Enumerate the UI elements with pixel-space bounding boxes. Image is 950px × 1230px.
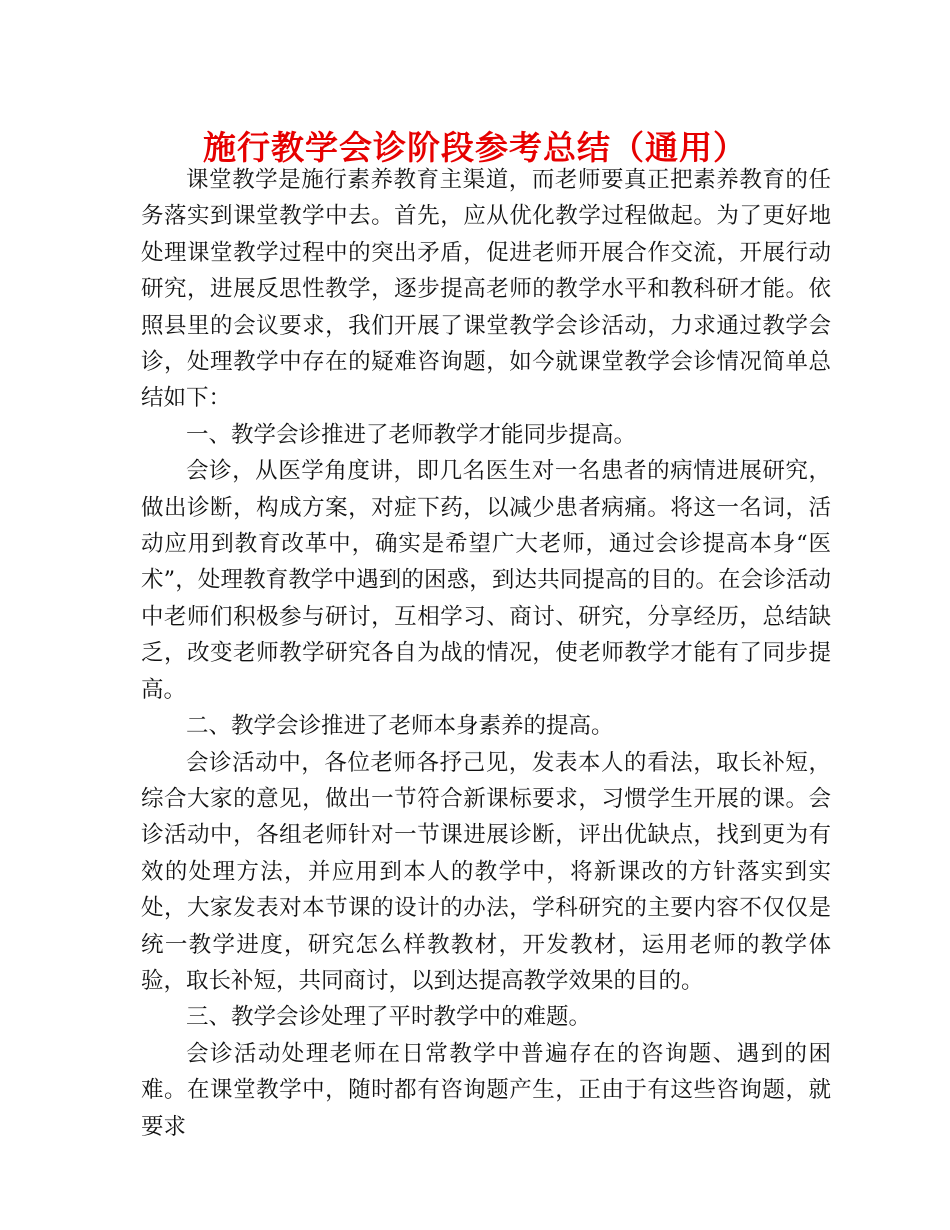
section-heading-3: 三、教学会诊处理了平时教学中的难题。: [186, 1004, 592, 1031]
section-paragraph-1: 会诊，从医学角度讲，即几名医生对一名患者的病情进展研究，做出诊断，构成方案，对症下药，以减少患者病痛。将这一名词，活动应用到教育改革中，确实是希望广大老师，通过会诊提高本身“医术”，处理教育教学中遇到的困惑，到达共同提高的目的。在会诊活动中老师们积极参与研讨，互相学习、商讨、研究，分享经历，总结缺乏，改变老师教学研究各自为战的情况，使老师教学才能有了同步提高。: [141, 458, 831, 703]
intro-paragraph: 课堂教学是施行素养教育主渠道，而老师要真正把素养教育的任务落实到课堂教学中去。首先，应从优化教学过程做起。为了更好地处理课堂教学过程中的突出矛盾，促进老师开展合作交流，开展行动研究，进展反思性教学，逐步提高老师的教学水平和教科研才能。依照县里的会议要求，我们开展了课堂教学会诊活动，力求通过教学会诊，处理教学中存在的疑难咨询题，如今就课堂教学会诊情况简单总结如下：: [141, 167, 831, 412]
section-paragraph-3: 会诊活动处理老师在日常教学中普遍存在的咨询题、遇到的困难。在课堂教学中，随时都有咨询题产生，正由于有这些咨询题，就要求: [141, 1040, 831, 1140]
section-paragraph-2: 会诊活动中，各位老师各抒己见，发表本人的看法，取长补短，综合大家的意见，做出一节符合新课标要求，习惯学生开展的课。会诊活动中，各组老师针对一节课进展诊断，评出优缺点，找到更为有效的处理方法，并应用到本人的教学中，将新课改的方针落实到实处，大家发表对本节课的设计的办法，学科研究的主要内容不仅仅是统一教学进度，研究怎么样教教材，开发教材，运用老师的教学体验，取长补短，共同商讨，以到达提高教学效果的目的。: [141, 749, 831, 994]
document-body: [141, 162, 831, 1145]
document-title: 施行教学会诊阶段参考总结（通用）: [203, 128, 747, 167]
section-heading-2: 二、教学会诊推进了老师本身素养的提高。: [186, 713, 614, 740]
section-heading-1: 一、教学会诊推进了老师教学才能同步提高。: [186, 421, 637, 448]
